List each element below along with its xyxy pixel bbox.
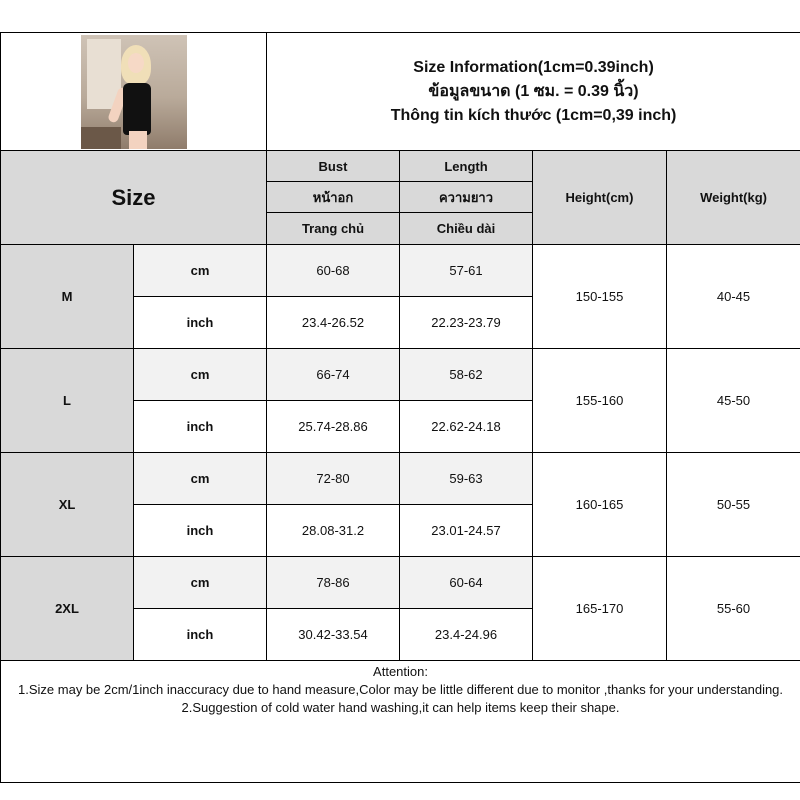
weight-value: 50-55	[667, 453, 800, 557]
length-header-en: Length	[400, 151, 533, 182]
unit-label: cm	[134, 453, 267, 505]
length-header-th: ความยาว	[400, 182, 533, 213]
product-photo-cell	[1, 33, 267, 151]
bust-value: 72-80	[267, 453, 400, 505]
height-value: 165-170	[533, 557, 667, 661]
length-value: 23.01-24.57	[400, 505, 533, 557]
attention-note-1: 1.Size may be 2cm/1inch inaccuracy due to hand measure,Color may be little different due to monitor ,thanks for your understanding.	[18, 682, 784, 697]
bust-header-vi: Trang chủ	[267, 213, 400, 245]
size-chart-table	[0, 32, 800, 783]
size-label: 2XL	[1, 557, 134, 661]
bust-value: 78-86	[267, 557, 400, 609]
bust-value: 30.42-33.54	[267, 609, 400, 661]
length-value: 23.4-24.96	[400, 609, 533, 661]
bust-header-en: Bust	[267, 151, 400, 182]
weight-value: 45-50	[667, 349, 800, 453]
product-photo	[81, 35, 187, 149]
unit-label: cm	[134, 349, 267, 401]
unit-label: inch	[134, 609, 267, 661]
bust-value: 25.74-28.86	[267, 401, 400, 453]
size-label: M	[1, 245, 134, 349]
length-value: 22.23-23.79	[400, 297, 533, 349]
unit-label: inch	[134, 297, 267, 349]
length-value: 22.62-24.18	[400, 401, 533, 453]
length-header-vi: Chiều dài	[400, 213, 533, 245]
title-vietnamese: Thông tin kích thước (1cm=0,39 inch)	[390, 106, 677, 124]
unit-label: cm	[134, 245, 267, 297]
size-label: XL	[1, 453, 134, 557]
length-value: 57-61	[400, 245, 533, 297]
title-thai: ข้อมูลขนาด (1 ซม. = 0.39 นิ้ว)	[428, 82, 639, 100]
bust-value: 66-74	[267, 349, 400, 401]
attention-heading: Attention:	[373, 664, 428, 679]
bust-value: 60-68	[267, 245, 400, 297]
bust-header-th: หน้าอก	[267, 182, 400, 213]
bust-value: 28.08-31.2	[267, 505, 400, 557]
unit-label: cm	[134, 557, 267, 609]
length-value: 60-64	[400, 557, 533, 609]
attention-notes	[1, 661, 800, 783]
unit-label: inch	[134, 505, 267, 557]
length-value: 59-63	[400, 453, 533, 505]
height-header: Height(cm)	[533, 151, 667, 245]
weight-value: 55-60	[667, 557, 800, 661]
length-value: 58-62	[400, 349, 533, 401]
size-information-header	[267, 33, 800, 151]
weight-value: 40-45	[667, 245, 800, 349]
size-column-header: Size	[1, 151, 267, 245]
weight-header: Weight(kg)	[667, 151, 800, 245]
size-label: L	[1, 349, 134, 453]
height-value: 150-155	[533, 245, 667, 349]
height-value: 155-160	[533, 349, 667, 453]
unit-label: inch	[134, 401, 267, 453]
height-value: 160-165	[533, 453, 667, 557]
bust-value: 23.4-26.52	[267, 297, 400, 349]
attention-note-2: 2.Suggestion of cold water hand washing,it can help items keep their shape.	[181, 700, 620, 715]
title-english: Size Information(1cm=0.39inch)	[413, 58, 654, 76]
